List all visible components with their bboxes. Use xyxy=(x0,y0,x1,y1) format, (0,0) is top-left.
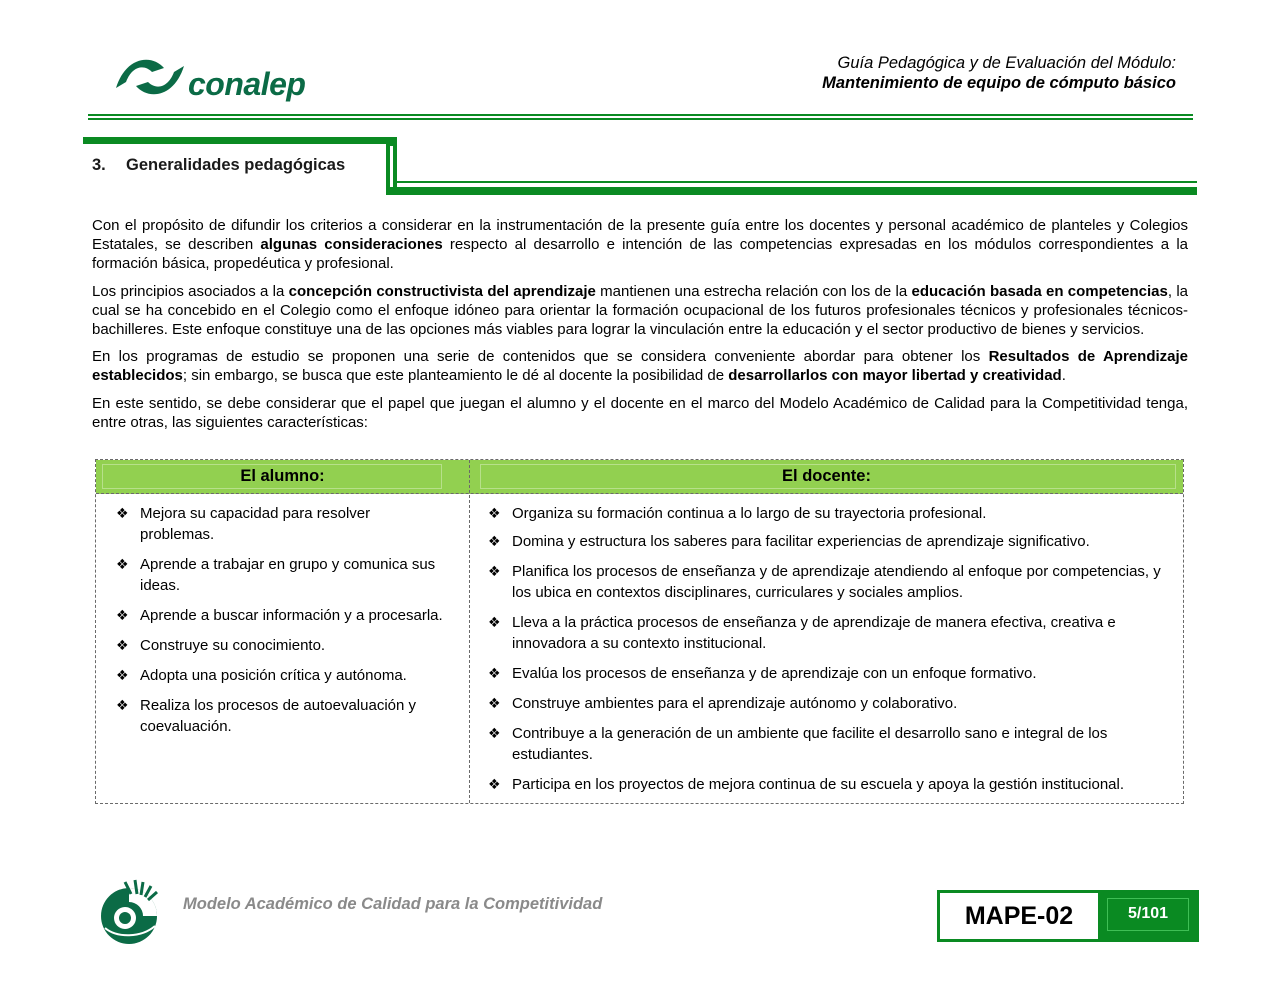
diamond-bullet-icon: ❖ xyxy=(488,505,501,521)
modelo-academico-logo xyxy=(95,876,165,946)
emphasis-text: Resultados de Aprendizaje establecidos xyxy=(92,348,1188,385)
section-frame-highlight xyxy=(390,146,393,190)
diamond-bullet-icon: ❖ xyxy=(116,607,129,623)
emphasis-text: concepción constructivista del aprendizaje xyxy=(288,282,596,300)
body-paragraph xyxy=(92,394,1188,432)
paragraph-text: Con el propósito de difundir los criterios a considerar en la instrumentación de la presente guía entre los docentes y personal académico de planteles y Colegios Estatales, se describen xyxy=(92,217,1188,254)
modelo-academico-emblem-icon xyxy=(95,876,165,946)
list-item xyxy=(488,561,1178,603)
list-item-text: Contribuye a la generación de un ambiente que facilite el desarrollo sano e integral de los estudiantes. xyxy=(512,725,1108,763)
list-item-text: Participa en los proyectos de mejora continua de su escuela y apoya la gestión institucional. xyxy=(512,776,1125,793)
diamond-bullet-icon: ❖ xyxy=(488,533,501,549)
list-item xyxy=(488,612,1178,654)
page-number-box xyxy=(1099,890,1199,942)
paragraph-text: En los programas de estudio se proponen una serie de contenidos que se considera conveniente abordar para obtener los xyxy=(92,348,989,366)
emphasis-text: algunas consideraciones xyxy=(260,236,443,254)
list-item-text: Adopta una posición crítica y autónoma. xyxy=(140,667,407,684)
diamond-bullet-icon: ❖ xyxy=(488,665,501,681)
diamond-bullet-icon: ❖ xyxy=(116,637,129,653)
list-item xyxy=(488,663,1178,684)
paragraph-text: En este sentido, se debe considerar que el papel que juegan el alumno y el docente en el marco del Modelo Académico de Calidad para la Competitividad tenga, entre otras, las siguientes características: xyxy=(92,394,1188,431)
body-text xyxy=(92,216,1188,440)
body-paragraph xyxy=(92,216,1188,274)
emphasis-text: educación basada en competencias xyxy=(911,282,1168,300)
list-item xyxy=(116,554,446,596)
body-paragraph xyxy=(92,282,1188,340)
logo-wordmark: conalep xyxy=(188,66,306,102)
header-title-module: Mantenimiento de equipo de cómputo básico xyxy=(822,74,1176,92)
section-frame-top xyxy=(83,137,397,144)
footer-model-text: Modelo Académico de Calidad para la Competitividad xyxy=(183,895,603,913)
page-number: 5/101 xyxy=(1107,898,1189,931)
list-item-text: Mejora su capacidad para resolver problemas. xyxy=(140,505,371,543)
emphasis-text: desarrollarlos con mayor libertad y creatividad xyxy=(728,367,1062,385)
roles-table xyxy=(95,459,1184,804)
paragraph-text: , la cual se ha concebido en el Colegio como el enfoque idóneo para orientar la formación ocupacional de los futuros profesionales técnicos y profesionales técnicos-bachilleres. Este enfoque constituye una de las opciones más viables para lograr la vinculación entre la educación y el sector productivo de bienes y servicios. xyxy=(92,282,1188,339)
header-alumno: El alumno: xyxy=(240,467,325,485)
diamond-bullet-icon: ❖ xyxy=(116,667,129,683)
paragraph-text: respecto al desarrollo e intención de las competencias expresadas en los módulos correspondientes a la formación básica, propedéutica y profesional. xyxy=(92,236,1188,273)
diamond-bullet-icon: ❖ xyxy=(488,725,501,741)
section-title-text: Generalidades pedagógicas xyxy=(126,156,346,174)
list-item xyxy=(116,503,446,545)
list-item-text: Domina y estructura los saberes para facilitar experiencias de aprendizaje significativo. xyxy=(512,533,1090,550)
list-item-text: Construye su conocimiento. xyxy=(140,637,326,654)
header-divider-bottom xyxy=(88,118,1193,120)
list-item-text: Realiza los procesos de autoevaluación y coevaluación. xyxy=(140,697,416,735)
list-item-text: Evalúa los procesos de enseñanza y de aprendizaje con un enfoque formativo. xyxy=(512,665,1037,682)
diamond-bullet-icon: ❖ xyxy=(488,614,501,630)
conalep-emblem-icon xyxy=(112,52,188,102)
list-item xyxy=(488,723,1178,765)
list-item-text: Planifica los procesos de enseñanza y de aprendizaje atendiendo al enfoque por competencias, y los ubica en contextos disciplinares, curriculares y sociales amplios. xyxy=(512,563,1161,601)
section-number: 3. xyxy=(92,156,106,174)
section-title xyxy=(92,156,345,175)
diamond-bullet-icon: ❖ xyxy=(116,697,129,713)
diamond-bullet-icon: ❖ xyxy=(488,776,501,792)
list-item xyxy=(488,503,1178,524)
header-docente: El docente: xyxy=(782,467,871,485)
paragraph-text: . xyxy=(1061,367,1066,385)
list-item-text: Construye ambientes para el aprendizaje autónomo y colaborativo. xyxy=(512,695,958,712)
header-divider-top xyxy=(88,114,1193,116)
diamond-bullet-icon: ❖ xyxy=(488,695,501,711)
list-item-text: Aprende a trabajar en grupo y comunica sus ideas. xyxy=(140,556,436,594)
body-paragraph xyxy=(92,347,1188,385)
diamond-bullet-icon: ❖ xyxy=(116,556,129,572)
paragraph-text: ; sin embargo, se busca que este planteamiento le dé al docente la posibilidad de xyxy=(182,367,729,385)
table-header-row xyxy=(96,460,1183,494)
list-item xyxy=(116,635,446,656)
paragraph-text: mantienen una estrecha relación con los de la xyxy=(595,282,912,300)
list-item xyxy=(488,774,1178,795)
list-item xyxy=(116,605,446,626)
section-frame-bottom xyxy=(386,187,1197,195)
conalep-logo xyxy=(112,52,312,108)
list-item xyxy=(116,695,446,737)
header-title-guide: Guía Pedagógica y de Evaluación del Módulo: xyxy=(837,54,1176,72)
list-item-text: Lleva a la práctica procesos de enseñanza y de aprendizaje de manera efectiva, creativa e innovadora a su contexto institucional. xyxy=(512,614,1116,652)
column-divider xyxy=(469,460,470,803)
paragraph-text: Los principios asociados a la xyxy=(92,282,289,300)
list-item-text: Organiza su formación continua a lo largo de su trayectoria profesional. xyxy=(512,505,987,522)
document-code: MAPE-02 xyxy=(937,890,1101,942)
list-item xyxy=(116,665,446,686)
diamond-bullet-icon: ❖ xyxy=(488,563,501,579)
list-item-text: Aprende a buscar información y a procesarla. xyxy=(140,607,443,624)
alumno-list xyxy=(116,503,446,746)
docente-list xyxy=(488,503,1178,802)
document-header-titles xyxy=(822,53,1176,93)
diamond-bullet-icon: ❖ xyxy=(116,505,129,521)
list-item xyxy=(488,693,1178,714)
list-item xyxy=(488,531,1178,552)
section-frame-thin-line xyxy=(397,181,1197,183)
